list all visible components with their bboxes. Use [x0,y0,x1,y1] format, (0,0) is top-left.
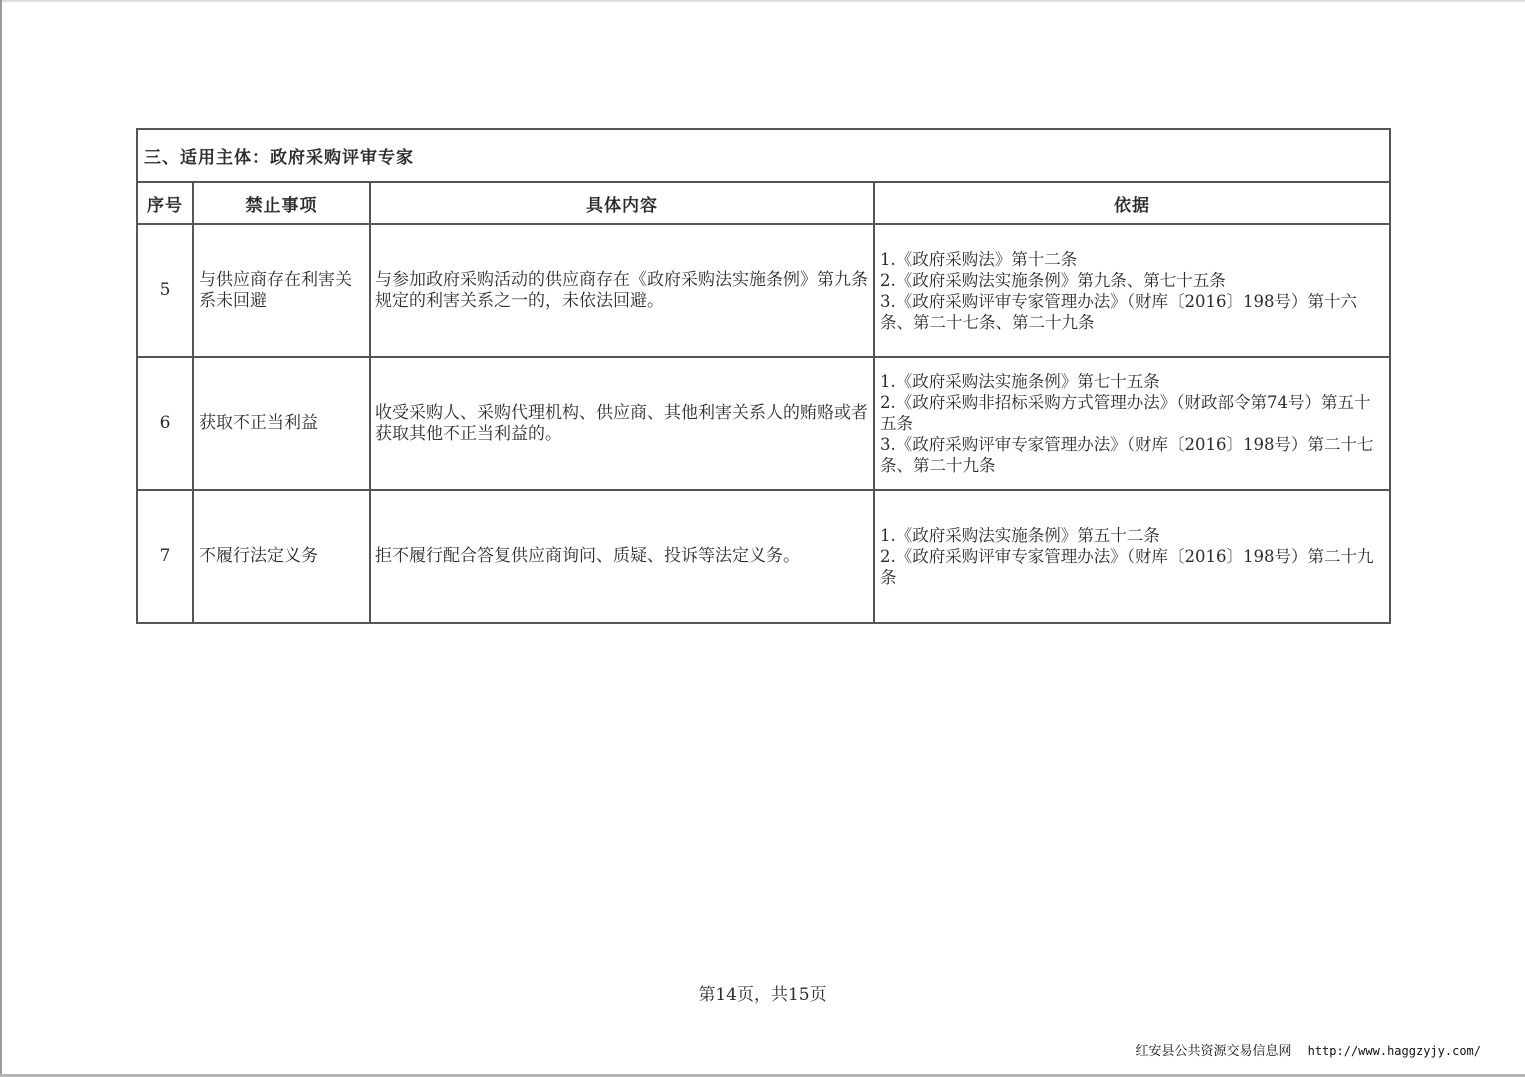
row-content: 拒不履行配合答复供应商询问、质疑、投诉等法定义务。 [370,490,874,623]
row-basis [874,357,1390,490]
row-item: 不履行法定义务 [193,490,370,623]
basis-line: 2.《政府采购非招标采购方式管理办法》（财政部令第74号）第五十五条 [880,393,1371,433]
row-number: 6 [137,357,193,490]
site-footer [1135,1040,1481,1059]
basis-line: 1.《政府采购法实施条例》第五十二条 [880,526,1160,545]
table-row [137,357,1390,490]
row-content: 收受采购人、采购代理机构、供应商、其他利害关系人的贿赂或者获取其他不正当利益的。 [370,357,874,490]
site-name: 红安县公共资源交易信息网 [1135,1044,1292,1059]
basis-line: 1.《政府采购法实施条例》第七十五条 [880,372,1160,391]
basis-line: 2.《政府采购评审专家管理办法》（财库〔2016〕198号）第二十九条 [880,547,1374,587]
row-item: 与供应商存在利害关系未回避 [193,224,370,357]
page-number: 第14页，共15页 [698,985,827,1005]
table-row [137,490,1390,623]
row-content: 与参加政府采购活动的供应商存在《政府采购法实施条例》第九条规定的利害关系之一的，未依法回避。 [370,224,874,357]
site-url[interactable]: http://www.haggzyjy.com/ [1307,1044,1481,1058]
scan-edge-left [0,0,2,1077]
basis-line: 3.《政府采购评审专家管理办法》（财库〔2016〕198号）第二十七条、第二十九条 [880,435,1374,475]
basis-line: 3.《政府采购评审专家管理办法》（财库〔2016〕198号）第十六条、第二十七条、第二十九条 [880,291,1357,332]
header-number: 序号 [137,182,193,224]
basis-line: 1.《政府采购法》第十二条 [880,249,1078,269]
section-title: 三、适用主体：政府采购评审专家 [137,129,1390,182]
header-item: 禁止事项 [193,182,370,224]
row-number: 7 [137,490,193,623]
prohibition-table [136,128,1391,624]
basis-line: 2.《政府采购法实施条例》第九条、第七十五条 [880,270,1226,290]
row-item: 获取不正当利益 [193,357,370,490]
row-basis [874,224,1390,357]
row-basis [874,490,1390,623]
row-number: 5 [137,224,193,357]
header-row [137,182,1390,224]
section-title-row [137,129,1390,182]
table-row [137,224,1390,357]
scan-edge-top [0,0,1525,3]
header-content: 具体内容 [370,182,874,224]
header-basis: 依据 [874,182,1390,224]
